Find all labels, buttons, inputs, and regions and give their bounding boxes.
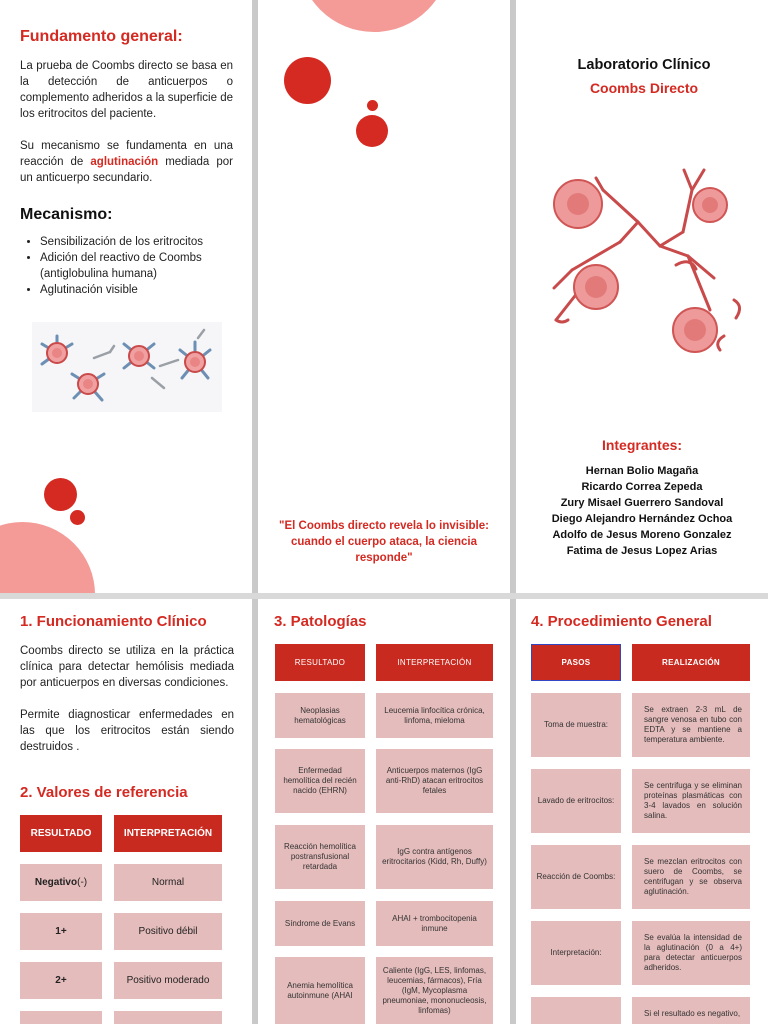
valores-resultado-bold: 2+ — [55, 974, 67, 986]
paso-nombre: Reacción de Coombs: — [531, 845, 621, 909]
patologia-resultado: Síndrome de Evans — [275, 901, 365, 946]
patologia-interpretacion: Caliente (IgG, LES, linfomas, leucemias, fármacos), Fría (IgM, Mycoplasma pneumoniae, mononucleosis, linfomas) — [376, 957, 493, 1024]
valores-resultado — [20, 962, 102, 999]
integrantes-title: Integrantes: — [601, 437, 683, 453]
patologia-resultado: Reacción hemolítica postransfusional retardada — [275, 825, 365, 889]
patologia-interpretacion: IgG contra antígenos eritrocitarios (Kidd, Rh, Duffy) — [376, 825, 493, 889]
funcionamiento-title: 1. Funcionamiento Clínico — [20, 613, 207, 630]
valores-resultado-partial — [20, 1011, 102, 1024]
agglutination-illustration — [32, 322, 222, 412]
vertical-divider — [252, 0, 258, 593]
valores-interpretacion: Normal — [114, 864, 222, 901]
panel-cover — [516, 0, 768, 593]
fundamento-para1: La prueba de Coombs directo se basa en la detección de anticuerpos o complemento adheridos a la superficie de los eritrocitos del paciente. — [20, 60, 233, 120]
valores-title: 2. Valores de referencia — [20, 784, 188, 801]
valores-resultado-bold: Negativo — [34, 876, 78, 888]
paso-nombre: Interpretación: — [531, 921, 621, 985]
mecanismo-item: • Sensibilización de los eritrocitos — [40, 234, 233, 250]
patologia-interpretacion: Anticuerpos maternos (IgG anti-RhD) atacan eritrocitos fetales — [376, 749, 493, 813]
mecanismo-item: • Adición del reactivo de Coombs (antiglobulina humana) — [40, 250, 233, 282]
antibody-illustration — [538, 160, 748, 360]
patologias-header-resultado: RESULTADO — [275, 644, 365, 681]
lab-title: Laboratorio Clínico — [577, 57, 711, 73]
patologia-interpretacion: Leucemia linfocítica crónica, linfoma, mieloma — [376, 693, 493, 738]
paso-descripcion: Se centrifuga y se eliminan proteínas plasmáticas con 3-4 lavados en solución salina. — [632, 769, 750, 833]
decor-pink-circle-top — [298, 0, 450, 32]
integrante: Diego Alejandro Hernández Ochoa — [551, 513, 733, 525]
decor-dot-large — [44, 478, 77, 511]
valores-interpretacion: Positivo débil — [114, 913, 222, 950]
procedimiento-title: 4. Procedimiento General — [531, 613, 712, 630]
patologia-resultado: Anemia hemolítica autoinmune (AHAI — [275, 957, 365, 1024]
patologia-resultado: Enfermedad hemolítica del recién nacido (EHRN) — [275, 749, 365, 813]
valores-resultado — [20, 864, 102, 901]
integrante: Hernan Bolio Magaña — [585, 465, 699, 477]
mecanismo-item: • Aglutinación visible — [40, 282, 233, 298]
paso-descripcion: Se mezclan eritrocitos con suero de Coombs, se centrifugan y se observa aglutinación. — [632, 845, 750, 909]
valores-interpretacion: Positivo moderado — [114, 962, 222, 999]
valores-resultado — [20, 913, 102, 950]
paso-descripcion: Se evalúa la intensidad de la aglutinación (0 a 4+) para detectar anticuerpos adheridos. — [632, 921, 750, 985]
fundamento-title: Fundamento general: — [20, 28, 183, 45]
paso-descripcion: Si el resultado es negativo, — [632, 997, 750, 1024]
mecanismo-list — [20, 234, 233, 298]
aglutinacion-highlight: aglutinación — [90, 156, 159, 168]
patologia-interpretacion: AHAI + trombocitopenia inmune — [376, 901, 493, 946]
integrante: Adolfo de Jesus Moreno Gonzalez — [552, 529, 732, 541]
funcionamiento-para1: Coombs directo se utiliza en la práctica clínica para detectar hemólisis mediada por anticuerpos en diversas condiciones. — [20, 645, 234, 689]
decor-dot-medium — [356, 115, 388, 147]
paso-nombre — [531, 997, 621, 1024]
procedimiento-header-pasos: PASOS — [531, 644, 621, 681]
panel-patologias — [258, 599, 510, 1024]
paso-nombre: Toma de muestra: — [531, 693, 621, 757]
paso-descripcion: Se extraen 2-3 mL de sangre venosa en tubo con EDTA y se mantiene a temperatura ambiente. — [632, 693, 750, 757]
panel-quote — [258, 0, 510, 593]
mecanismo-title: Mecanismo: — [20, 206, 113, 223]
funcionamiento-para2: Permite diagnosticar enfermedades en las que los eritrocitos están siendo destruidos . — [20, 709, 234, 753]
vertical-divider — [510, 0, 516, 593]
panel-funcionamiento — [0, 599, 252, 1024]
quote-text: "El Coombs directo revela lo invisible: cuando el cuerpo ataca, la ciencia responde" — [279, 520, 489, 564]
fundamento-para2-post: mediada por un anticuerpo secundario. — [20, 156, 234, 184]
patologias-header-interpretacion: INTERPRETACIÓN — [376, 644, 493, 681]
fundamento-para2 — [20, 138, 233, 186]
patologia-resultado: Neoplasias hematológicas — [275, 693, 365, 738]
decor-pink-circle — [0, 522, 95, 593]
integrantes-list — [516, 463, 768, 559]
paso-nombre: Lavado de eritrocitos: — [531, 769, 621, 833]
valores-resultado-rest: (-) — [77, 876, 88, 888]
patologias-title: 3. Patologías — [274, 613, 367, 630]
panel-procedimiento — [516, 599, 768, 1024]
fundamento-para2-pre: Su mecanismo se fundamenta en una reacción de — [20, 140, 233, 168]
integrante: Fatima de Jesus Lopez Arias — [566, 545, 718, 557]
integrante: Zury Misael Guerrero Sandoval — [560, 497, 724, 509]
valores-interpretacion-partial — [114, 1011, 222, 1024]
panel-fundamento — [0, 0, 252, 593]
valores-header-interpretacion: INTERPRETACIÓN — [114, 815, 222, 852]
decor-dot-tiny — [367, 100, 378, 111]
valores-header-resultado: RESULTADO — [20, 815, 102, 852]
decor-dot-small — [70, 510, 85, 525]
procedimiento-header-realizacion: REALIZACIÓN — [632, 644, 750, 681]
decor-dot-large — [284, 57, 331, 104]
integrante: Ricardo Correa Zepeda — [581, 481, 703, 493]
test-title: Coombs Directo — [589, 80, 699, 96]
valores-resultado-bold: 1+ — [55, 925, 67, 937]
